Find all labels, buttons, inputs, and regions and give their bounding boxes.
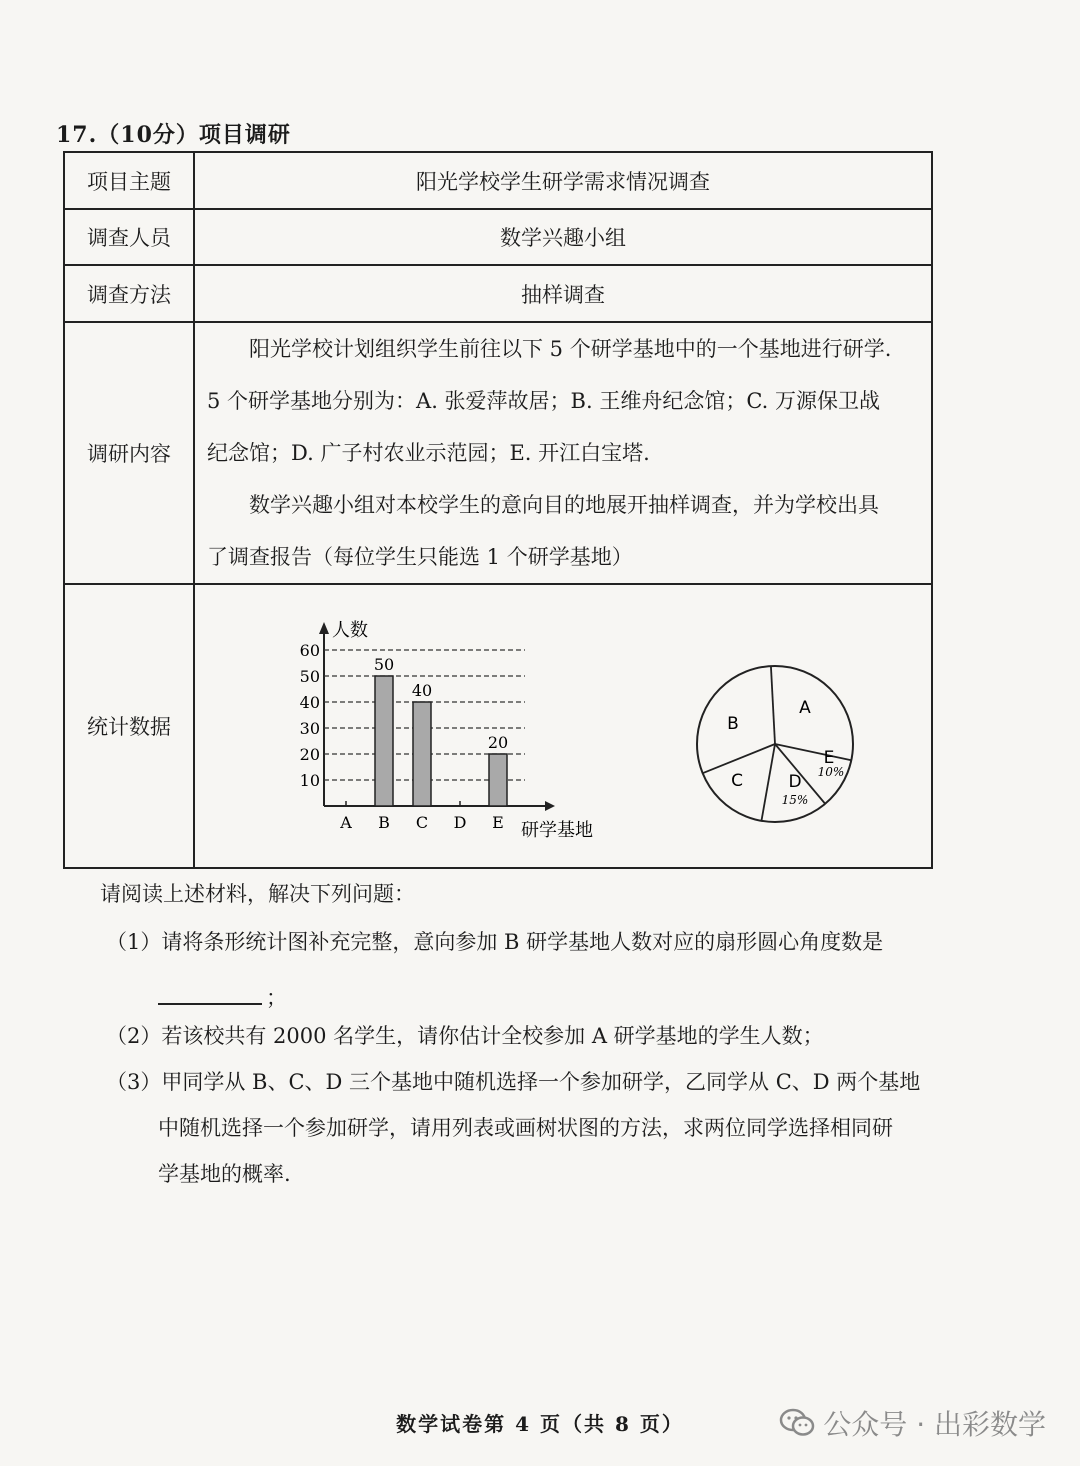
y-tick-label: 10: [299, 771, 320, 790]
pie-slice-label: B: [727, 714, 739, 734]
pie-chart: [675, 644, 875, 844]
question-3-line-2: 中随机选择一个参加研学，请用列表或画树状图的方法，求两位同学选择相同研: [158, 1116, 893, 1140]
pie-slice-edge: [761, 744, 775, 821]
stats-cell: [194, 584, 932, 868]
row-label-stats: 统计数据: [64, 584, 194, 868]
content-paragraph: 阳光学校计划组织学生前往以下 5 个研学基地中的一个基地进行研学.: [249, 337, 892, 361]
content-paragraph: 数学兴趣小组对本校学生的意向目的地展开抽样调查，并为学校出具: [249, 493, 879, 517]
y-tick-label: 60: [299, 641, 320, 660]
watermark-text: 公众号 · 出彩数学: [823, 1408, 1046, 1441]
chart-area: [195, 586, 935, 866]
row-label-staff: 调查人员: [64, 209, 194, 265]
row-label-content: 调研内容: [64, 322, 194, 584]
question-2: （2）若该校共有 2000 名学生，请你估计全校参加 A 研学基地的学生人数；: [106, 1024, 824, 1048]
research-content: [194, 322, 932, 584]
pie-slice-label: E: [823, 748, 835, 768]
bar-chart: [195, 586, 593, 866]
table-row: [64, 152, 932, 209]
question-title: 17.（10分）项目调研: [56, 122, 291, 148]
y-tick-label: 40: [299, 693, 320, 712]
pie-slice-edge: [703, 744, 775, 773]
watermark: [779, 1403, 1046, 1443]
x-tick-label: A: [340, 813, 352, 832]
x-tick-label: B: [378, 813, 390, 832]
y-tick-label: 20: [299, 745, 320, 764]
row-value-topic: 阳光学校学生研学需求情况调查: [194, 152, 932, 209]
pie-slice-label: A: [799, 698, 811, 718]
answer-blank[interactable]: [158, 985, 262, 1005]
question-1-end: ；: [266, 986, 287, 1010]
row-label-topic: 项目主题: [64, 152, 194, 209]
wechat-icon: [779, 1408, 815, 1438]
table-row: [64, 584, 932, 868]
content-paragraph: 5 个研学基地分别为：A. 张爱萍故居；B. 王维舟纪念馆；C. 万源保卫战: [207, 389, 881, 413]
questions-intro: 请阅读上述材料，解决下列问题：: [100, 882, 415, 906]
x-axis-label: 研学基地: [521, 820, 593, 841]
pie-percent-label: 15%: [781, 793, 809, 807]
bar-value-label: 20: [487, 733, 509, 752]
bar-value-label: 40: [411, 681, 433, 700]
survey-table: [63, 151, 933, 869]
question-3-line-1: （3）甲同学从 B、C、D 三个基地中随机选择一个参加研学，乙同学从 C、D 两个基地: [106, 1070, 921, 1094]
pie-slice-edge: [771, 666, 775, 744]
x-tick-label: E: [492, 813, 504, 832]
bar: [375, 676, 393, 806]
y-axis-label: 人数: [332, 620, 368, 641]
pie-slice-label: D: [788, 772, 802, 792]
bar: [489, 754, 507, 806]
row-value-staff: 数学兴趣小组: [194, 209, 932, 265]
question-3-line-3: 学基地的概率.: [158, 1162, 291, 1186]
pie-slice-label: C: [731, 771, 743, 791]
x-tick-label: D: [453, 813, 467, 832]
y-tick-label: 50: [299, 667, 320, 686]
question-1-answer: [158, 982, 287, 1012]
content-paragraph: 了调查报告（每位学生只能选 1 个研学基地）: [207, 545, 633, 569]
table-row: [64, 265, 932, 322]
table-row: [64, 209, 932, 265]
y-tick-label: 30: [299, 719, 320, 738]
x-tick-label: C: [415, 813, 429, 832]
x-axis-arrow: [545, 801, 555, 811]
page-footer: 数学试卷第 4 页（共 8 页）: [396, 1412, 684, 1436]
row-value-method: 抽样调查: [194, 265, 932, 322]
y-axis-arrow: [319, 622, 329, 634]
table-row: [64, 322, 932, 584]
content-paragraph: 纪念馆；D. 广子村农业示范园；E. 开江白宝塔.: [207, 441, 650, 465]
bar-value-label: 50: [373, 655, 395, 674]
bar: [413, 702, 431, 806]
question-1: （1）请将条形统计图补充完整，意向参加 B 研学基地人数对应的扇形圆心角度数是: [106, 930, 884, 954]
pie-percent-label: 10%: [817, 765, 845, 779]
row-label-method: 调查方法: [64, 265, 194, 322]
